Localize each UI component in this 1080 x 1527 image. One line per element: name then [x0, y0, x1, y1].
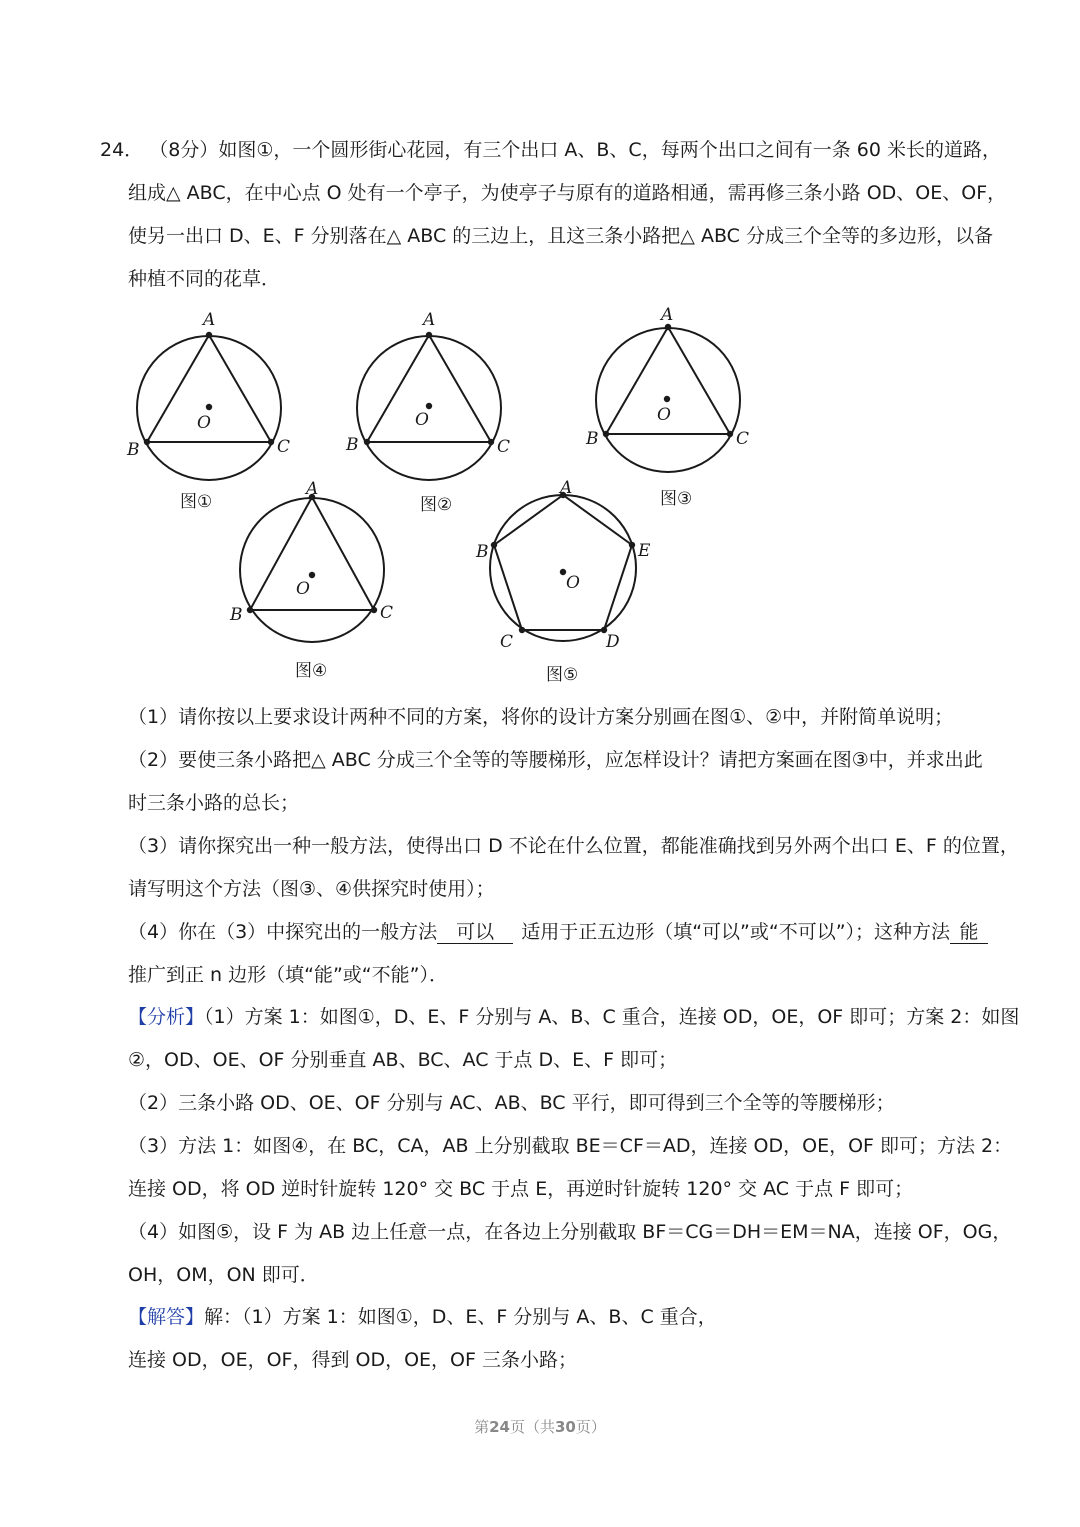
- figure-5-pentagon: [494, 495, 632, 630]
- figure-5-label-o: O: [566, 573, 580, 593]
- question-4-text: （4）你在（3）中探究出的一般方法: [128, 921, 438, 943]
- figure-1-label-a: A: [203, 310, 216, 330]
- question-4-line: [128, 920, 988, 944]
- problem-stem-line: 使另一出口 D、E、F 分别落在△ ABC 的三边上，且这三条小路把△ ABC 分成三个全等的多边形，以备: [128, 225, 993, 247]
- figure-5-label-e: E: [638, 541, 651, 561]
- figure-1-caption: 图①: [180, 492, 213, 512]
- analysis-line: OH，OM，ON 即可．: [128, 1264, 319, 1286]
- figure-2-caption: 图②: [420, 495, 453, 515]
- figure-3-label-a: A: [661, 305, 674, 325]
- figure-4-label-b: B: [230, 605, 243, 625]
- figure-4-circle: [240, 498, 384, 642]
- figure-3-caption: 图③: [660, 489, 693, 509]
- question-4-text: 适用于正五边形（填“可以”或“不可以”）；这种方法: [521, 921, 951, 943]
- figure-5-caption: 图⑤: [546, 665, 579, 685]
- question-line: （3）请你探究出一种一般方法，使得出口 D 不论在什么位置，都能准确找到另外两个出口 E、F 的位置，: [128, 835, 1019, 857]
- analysis-tag: 【分析】: [128, 1006, 205, 1028]
- question-line: （2）要使三条小路把△ ABC 分成三个全等的等腰梯形，应怎样设计？请把方案画在图③中，并求出此: [128, 749, 983, 771]
- figure-3-center-dot: [664, 396, 670, 402]
- problem-stem-line: 种植不同的花草．: [128, 268, 281, 290]
- page-footer: 第24页（共30页）: [474, 1418, 606, 1436]
- figure-4-label-c: C: [380, 603, 394, 623]
- answer-tag: 【解答】: [128, 1306, 205, 1328]
- figure-5-label-c: C: [500, 632, 514, 652]
- figure-2-label-c: C: [497, 437, 511, 457]
- question-line: 时三条小路的总长；: [128, 792, 300, 814]
- figure-2-label-a: A: [423, 310, 436, 330]
- answer-line: [128, 1305, 717, 1329]
- problem-stem-line: 如图①，一个圆形街心花园，有三个出口 A、B、C，每两个出口之间有一条 60 米长的道路，: [218, 139, 1001, 161]
- figures-panel: [0, 0, 1080, 700]
- figure-1-center-dot: [206, 404, 212, 410]
- analysis-line: [128, 1005, 1019, 1029]
- figure-4-label-o: O: [296, 579, 310, 599]
- question-line: 请写明这个方法（图③、④供探究时使用）；: [128, 878, 495, 900]
- figure-4-label-a: A: [306, 479, 319, 499]
- analysis-line: （3）方法 1：如图④，在 BC，CA，AB 上分别截取 BE＝CF＝AD，连接 OD，OE，OF 即可；方法 2：: [128, 1135, 1013, 1157]
- analysis-line: （4）如图⑤，设 F 为 AB 边上任意一点，在各边上分别截取 BF＝CG＝DH＝EM＝NA，连接 OF，OG，: [128, 1221, 1012, 1243]
- figure-3-label-c: C: [736, 429, 750, 449]
- analysis-text: （1）方案 1：如图①，D、E、F 分别与 A、B、C 重合，连接 OD，OE，OF 即可；方案 2：如图: [204, 1006, 1020, 1028]
- analysis-line: ②，OD、OE、OF 分别垂直 AB、BC、AC 于点 D、E、F 即可；: [128, 1049, 678, 1071]
- problem-stem-line: 组成△ ABC，在中心点 O 处有一个亭子，为使亭子与原有的道路相通，需再修三条小路 OD、OE、OF，: [128, 182, 1007, 204]
- figure-1-label-b: B: [127, 440, 140, 460]
- problem-points: （8分）: [149, 139, 219, 161]
- answer-blank-1: 可以: [437, 921, 513, 944]
- answer-text: 解：（1）方案 1：如图①，D、E、F 分别与 A、B、C 重合，: [204, 1306, 717, 1328]
- question-4-line-2: 推广到正 n 边形（填“能”或“不能”）．: [128, 964, 448, 986]
- figure-5-label-b: B: [476, 542, 489, 562]
- analysis-line: 连接 OD，将 OD 逆时针旋转 120° 交 BC 于点 E，再逆时针旋转 120° 交 AC 于点 F 即可；: [128, 1178, 914, 1200]
- figure-5-circle: [490, 495, 636, 641]
- page-number: 24: [489, 1418, 510, 1436]
- figure-3-label-o: O: [657, 405, 671, 425]
- figure-4-triangle: [250, 497, 374, 610]
- figure-1-label-c: C: [277, 437, 291, 457]
- figure-1-label-o: O: [197, 413, 211, 433]
- figure-4-caption: 图④: [295, 661, 328, 681]
- figure-2-label-o: O: [415, 410, 429, 430]
- answer-blank-2: 能: [950, 921, 988, 944]
- figure-2-label-b: B: [346, 435, 359, 455]
- analysis-line: （2）三条小路 OD、OE、OF 分别与 AC、AB、BC 平行，即可得到三个全等的等腰梯形；: [128, 1092, 895, 1114]
- figure-2-center-dot: [426, 403, 432, 409]
- answer-line: 连接 OD，OE，OF，得到 OD，OE，OF 三条小路；: [128, 1349, 577, 1371]
- question-line: （1）请你按以上要求设计两种不同的方案，将你的设计方案分别画在图①、②中，并附简单说明；: [128, 706, 954, 728]
- figure-4-center-dot: [309, 572, 315, 578]
- figure-5-label-d: D: [606, 632, 620, 652]
- figure-5-label-a: A: [560, 478, 573, 498]
- problem-number: 24．: [100, 139, 144, 161]
- figure-3-label-b: B: [586, 429, 599, 449]
- page-total: 30: [555, 1418, 576, 1436]
